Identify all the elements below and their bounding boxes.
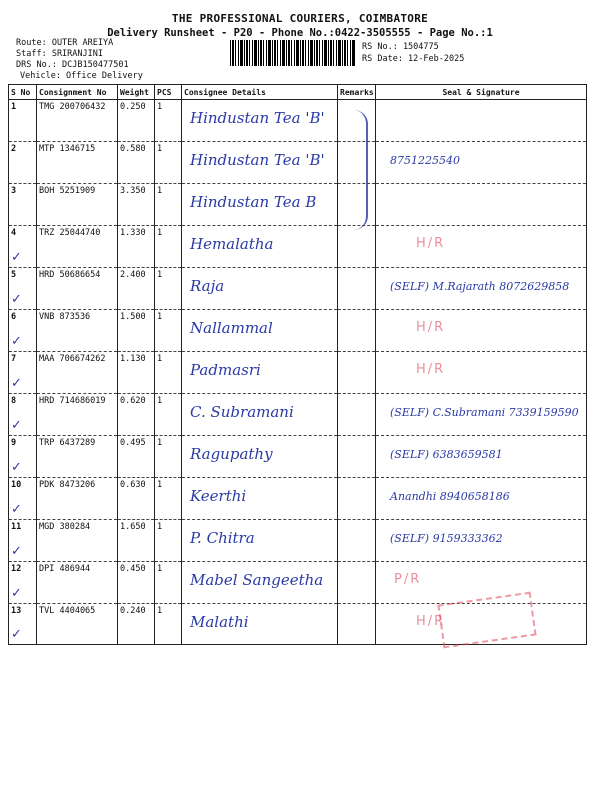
pcs-value: 1 bbox=[157, 102, 163, 112]
weight-cell bbox=[118, 520, 155, 562]
weight-cell bbox=[118, 478, 155, 520]
weight-cell bbox=[118, 142, 155, 184]
pcs-cell bbox=[155, 268, 182, 310]
signature-cell bbox=[376, 310, 587, 352]
weight-cell bbox=[118, 436, 155, 478]
consignment-no-cell bbox=[37, 100, 118, 142]
sno-value: 10 bbox=[11, 480, 22, 490]
sno-value: 1 bbox=[11, 102, 17, 112]
weight-value: 0.240 bbox=[120, 606, 146, 616]
pcs-value: 1 bbox=[157, 564, 163, 574]
pcs-value: 1 bbox=[157, 396, 163, 406]
consignee-cell bbox=[182, 436, 338, 478]
consignee-name: P. Chitra bbox=[190, 529, 255, 547]
consignee-cell bbox=[182, 310, 338, 352]
consignment-no-value: TMG 200706432 bbox=[39, 102, 106, 112]
pcs-cell bbox=[155, 520, 182, 562]
weight-value: 0.450 bbox=[120, 564, 146, 574]
runsheet-title: Delivery Runsheet - P20 - Phone No.:0422-3505555 - Page No.:1 bbox=[107, 27, 493, 39]
pcs-value: 1 bbox=[157, 270, 163, 280]
check-mark-icon: ✓ bbox=[11, 418, 22, 433]
col-remarks: Remarks bbox=[338, 85, 376, 100]
table-row bbox=[9, 520, 587, 562]
signature-cell bbox=[376, 142, 587, 184]
weight-value: 0.620 bbox=[120, 396, 146, 406]
signature-text: (SELF) 6383659581 bbox=[390, 448, 503, 461]
consignment-no-value: MAA 706674262 bbox=[39, 354, 106, 364]
check-mark-icon: ✓ bbox=[11, 460, 22, 475]
table-row bbox=[9, 226, 587, 268]
pcs-cell bbox=[155, 604, 182, 645]
check-mark-icon: ✓ bbox=[11, 292, 22, 307]
remarks-bracket bbox=[352, 110, 368, 230]
consignment-no-value: MGD 380284 bbox=[39, 522, 91, 532]
company-title: THE PROFESSIONAL COURIERS, COIMBATORE bbox=[171, 12, 429, 25]
check-mark-icon: ✓ bbox=[11, 376, 22, 391]
consignment-no-cell bbox=[37, 352, 118, 394]
weight-value: 0.630 bbox=[120, 480, 146, 490]
sno-value: 6 bbox=[11, 312, 17, 322]
pcs-value: 1 bbox=[157, 228, 163, 238]
table-header-row bbox=[9, 85, 587, 100]
route-label: Route: OUTER AREIYA bbox=[16, 38, 114, 48]
consignee-name: Hindustan Tea 'B' bbox=[190, 151, 325, 169]
weight-value: 1.500 bbox=[120, 312, 146, 322]
sno-cell bbox=[9, 604, 37, 645]
weight-value: 0.580 bbox=[120, 144, 146, 154]
drs-label: DRS No.: DCJB150477501 bbox=[16, 60, 129, 70]
consignment-no-cell bbox=[37, 226, 118, 268]
weight-value: 0.250 bbox=[120, 102, 146, 112]
consignee-cell bbox=[182, 604, 338, 645]
pcs-cell bbox=[155, 184, 182, 226]
weight-cell bbox=[118, 562, 155, 604]
pcs-cell bbox=[155, 226, 182, 268]
col-sno: S No bbox=[9, 85, 37, 100]
consignment-no-value: TVL 4404065 bbox=[39, 606, 96, 616]
pcs-value: 1 bbox=[157, 186, 163, 196]
pcs-cell bbox=[155, 352, 182, 394]
consignment-no-cell bbox=[37, 268, 118, 310]
consignment-no-value: HRD 50686654 bbox=[39, 270, 101, 280]
table-row bbox=[9, 478, 587, 520]
table-row bbox=[9, 142, 587, 184]
remarks-cell bbox=[338, 604, 376, 645]
sno-cell bbox=[9, 562, 37, 604]
signature-text: (SELF) 9159333362 bbox=[390, 532, 503, 545]
col-weight: Weight bbox=[118, 85, 155, 100]
signature-text: Anandhi 8940658186 bbox=[390, 490, 510, 503]
remarks-cell bbox=[338, 436, 376, 478]
table-row bbox=[9, 436, 587, 478]
sno-value: 8 bbox=[11, 396, 17, 406]
pcs-value: 1 bbox=[157, 522, 163, 532]
signature-cell bbox=[376, 352, 587, 394]
consignment-no-value: BOH 5251909 bbox=[39, 186, 96, 196]
staff-label: Staff: SRIRANJINI bbox=[16, 49, 103, 59]
weight-value: 1.130 bbox=[120, 354, 146, 364]
pcs-cell bbox=[155, 394, 182, 436]
col-consignee: Consignee Details bbox=[182, 85, 338, 100]
check-mark-icon: ✓ bbox=[11, 502, 22, 517]
sno-cell bbox=[9, 268, 37, 310]
sno-cell bbox=[9, 226, 37, 268]
signature-text: (SELF) M.Rajarath 8072629858 bbox=[390, 280, 570, 293]
consignee-cell bbox=[182, 142, 338, 184]
remarks-cell bbox=[338, 310, 376, 352]
consignee-cell bbox=[182, 268, 338, 310]
weight-cell bbox=[118, 394, 155, 436]
remarks-cell bbox=[338, 478, 376, 520]
remarks-cell bbox=[338, 520, 376, 562]
sno-value: 12 bbox=[11, 564, 22, 574]
signature-cell bbox=[376, 184, 587, 226]
sno-cell bbox=[9, 100, 37, 142]
sno-cell bbox=[9, 478, 37, 520]
pcs-cell bbox=[155, 100, 182, 142]
table-row bbox=[9, 184, 587, 226]
consignment-no-cell bbox=[37, 604, 118, 645]
hold-stamp: H/R bbox=[416, 362, 446, 377]
hold-stamp: H/R bbox=[416, 236, 446, 251]
sno-cell bbox=[9, 394, 37, 436]
consignee-name: Mabel Sangeetha bbox=[190, 571, 324, 589]
pcs-value: 1 bbox=[157, 438, 163, 448]
consignee-cell bbox=[182, 184, 338, 226]
runsheet-table bbox=[8, 84, 587, 645]
consignee-cell bbox=[182, 226, 338, 268]
consignment-no-value: TRP 6437289 bbox=[39, 438, 96, 448]
sno-value: 11 bbox=[11, 522, 22, 532]
weight-cell bbox=[118, 100, 155, 142]
consignee-cell bbox=[182, 520, 338, 562]
weight-value: 3.350 bbox=[120, 186, 146, 196]
remarks-cell bbox=[338, 226, 376, 268]
table-row bbox=[9, 352, 587, 394]
consignment-no-value: MTP 1346715 bbox=[39, 144, 96, 154]
weight-value: 1.330 bbox=[120, 228, 146, 238]
consignment-no-cell bbox=[37, 520, 118, 562]
signature-cell bbox=[376, 226, 587, 268]
hold-stamp: P/R bbox=[394, 572, 422, 587]
pcs-value: 1 bbox=[157, 354, 163, 364]
sno-value: 7 bbox=[11, 354, 17, 364]
pcs-value: 1 bbox=[157, 312, 163, 322]
sno-value: 9 bbox=[11, 438, 17, 448]
consignee-name: Ragupathy bbox=[190, 445, 273, 463]
sno-value: 3 bbox=[11, 186, 17, 196]
weight-cell bbox=[118, 310, 155, 352]
pcs-cell bbox=[155, 478, 182, 520]
consignee-cell bbox=[182, 478, 338, 520]
signature-cell bbox=[376, 478, 587, 520]
consignee-name: Raja bbox=[190, 277, 225, 295]
hold-stamp: H/R bbox=[416, 614, 446, 629]
consignment-no-value: PDK 8473206 bbox=[39, 480, 96, 490]
sno-value: 13 bbox=[11, 606, 22, 616]
pcs-cell bbox=[155, 436, 182, 478]
signature-cell bbox=[376, 436, 587, 478]
consignment-no-cell bbox=[37, 394, 118, 436]
rs-number: RS No.: 1504775 bbox=[362, 42, 439, 52]
pcs-value: 1 bbox=[157, 606, 163, 616]
consignee-cell bbox=[182, 100, 338, 142]
remarks-cell bbox=[338, 562, 376, 604]
weight-cell bbox=[118, 184, 155, 226]
check-mark-icon: ✓ bbox=[11, 334, 22, 349]
consignment-no-value: DPI 486944 bbox=[39, 564, 91, 574]
sno-value: 5 bbox=[11, 270, 17, 280]
pcs-value: 1 bbox=[157, 480, 163, 490]
consignment-no-cell bbox=[37, 436, 118, 478]
sno-value: 4 bbox=[11, 228, 17, 238]
pcs-value: 1 bbox=[157, 144, 163, 154]
signature-cell bbox=[376, 520, 587, 562]
col-consignment-no: Consignment No bbox=[37, 85, 118, 100]
consignment-no-value: TRZ 25044740 bbox=[39, 228, 101, 238]
consignment-no-cell bbox=[37, 478, 118, 520]
consignment-no-cell bbox=[37, 562, 118, 604]
hold-stamp: H/R bbox=[416, 320, 446, 335]
col-seal-signature: Seal & Signature bbox=[376, 85, 587, 100]
signature-cell bbox=[376, 268, 587, 310]
consignment-no-cell bbox=[37, 142, 118, 184]
consignee-name: Hindustan Tea 'B' bbox=[190, 109, 325, 127]
sno-cell bbox=[9, 352, 37, 394]
remarks-cell bbox=[338, 394, 376, 436]
signature-cell bbox=[376, 100, 587, 142]
check-mark-icon: ✓ bbox=[11, 544, 22, 559]
consignee-name: Keerthi bbox=[190, 487, 247, 505]
consignment-no-value: HRD 714686019 bbox=[39, 396, 106, 406]
consignee-name: Hemalatha bbox=[190, 235, 274, 253]
weight-cell bbox=[118, 226, 155, 268]
sno-cell bbox=[9, 520, 37, 562]
pcs-cell bbox=[155, 142, 182, 184]
consignee-name: Nallammal bbox=[190, 319, 273, 337]
sno-cell bbox=[9, 436, 37, 478]
consignee-name: C. Subramani bbox=[190, 403, 294, 421]
rs-date: RS Date: 12-Feb-2025 bbox=[362, 54, 465, 64]
remarks-cell bbox=[338, 352, 376, 394]
table-row bbox=[9, 100, 587, 142]
sno-cell bbox=[9, 310, 37, 352]
check-mark-icon: ✓ bbox=[11, 586, 22, 601]
consignment-no-value: VNB 873536 bbox=[39, 312, 91, 322]
remarks-cell bbox=[338, 268, 376, 310]
check-mark-icon: ✓ bbox=[11, 627, 22, 642]
consignee-cell bbox=[182, 394, 338, 436]
weight-value: 2.400 bbox=[120, 270, 146, 280]
sno-cell bbox=[9, 184, 37, 226]
barcode-image bbox=[230, 40, 355, 66]
weight-value: 0.495 bbox=[120, 438, 146, 448]
signature-text: 8751225540 bbox=[390, 154, 460, 167]
consignee-cell bbox=[182, 562, 338, 604]
consignment-no-cell bbox=[37, 310, 118, 352]
consignee-name: Hindustan Tea B bbox=[190, 193, 317, 211]
vehicle-label: Vehicle: Office Delivery bbox=[20, 71, 143, 81]
consignment-no-cell bbox=[37, 184, 118, 226]
pcs-cell bbox=[155, 562, 182, 604]
table-row bbox=[9, 394, 587, 436]
weight-cell bbox=[118, 268, 155, 310]
check-mark-icon: ✓ bbox=[11, 250, 22, 265]
signature-cell bbox=[376, 562, 587, 604]
sno-value: 2 bbox=[11, 144, 17, 154]
col-pcs: PCS bbox=[155, 85, 182, 100]
consignee-cell bbox=[182, 352, 338, 394]
pcs-cell bbox=[155, 310, 182, 352]
signature-cell bbox=[376, 394, 587, 436]
sno-cell bbox=[9, 142, 37, 184]
signature-text: (SELF) C.Subramani 7339159590 bbox=[390, 406, 579, 419]
weight-cell bbox=[118, 604, 155, 645]
consignee-name: Padmasri bbox=[190, 361, 261, 379]
weight-value: 1.650 bbox=[120, 522, 146, 532]
weight-cell bbox=[118, 352, 155, 394]
table-row bbox=[9, 268, 587, 310]
table-row bbox=[9, 310, 587, 352]
consignee-name: Malathi bbox=[190, 613, 249, 631]
